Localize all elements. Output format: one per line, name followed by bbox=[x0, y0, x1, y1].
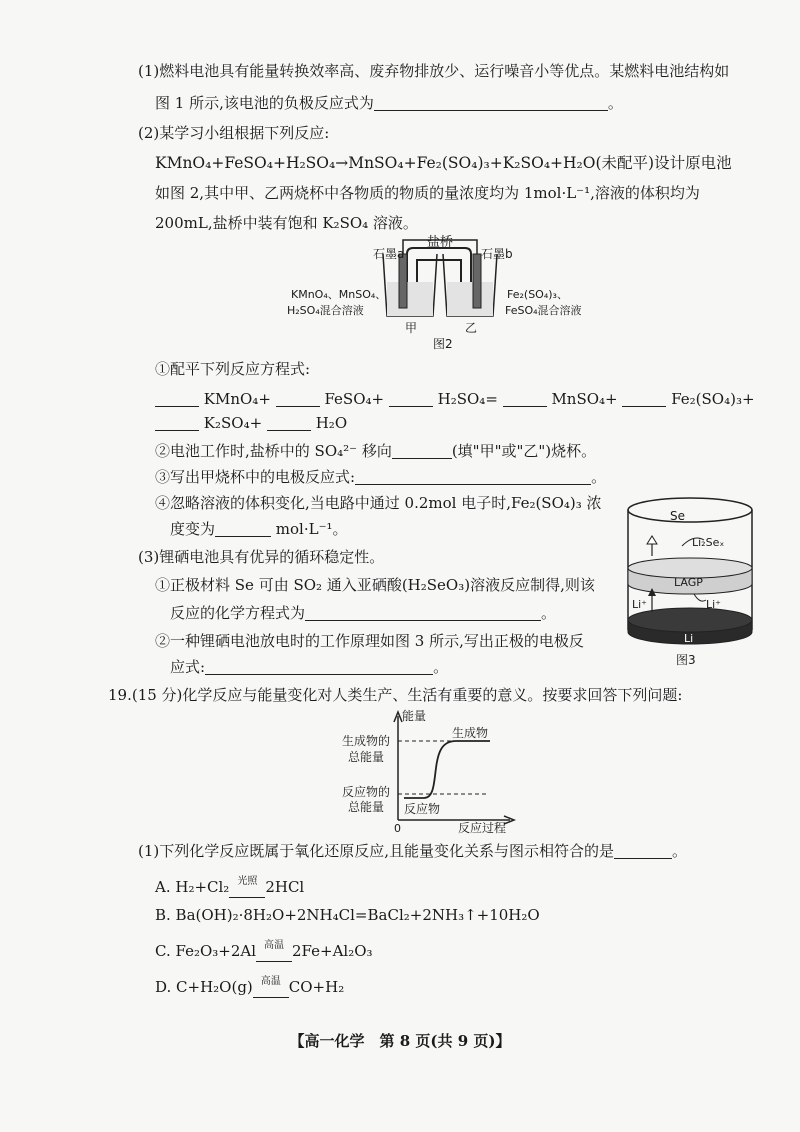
beaker-right-label: 乙 bbox=[465, 321, 478, 335]
reactant-energy-label-1: 反应物的 bbox=[342, 785, 391, 799]
q3-s2-text: 应式: bbox=[170, 658, 206, 676]
lagp-label: LAGP bbox=[674, 576, 703, 589]
term-kmno4: KMnO₄+ bbox=[203, 390, 271, 408]
li-anode-label: Li bbox=[684, 632, 694, 645]
term-k2so4: K₂SO₄+ bbox=[203, 414, 263, 432]
q2-s4-line2 bbox=[170, 518, 348, 540]
answer-blank-s3[interactable] bbox=[355, 468, 591, 485]
option-c-reactants: C. Fe₂O₃+2Al bbox=[155, 942, 257, 960]
coef-mnso4-blank[interactable] bbox=[503, 390, 547, 407]
right-solution-line1: Fe₂(SO₄)₃、 bbox=[507, 288, 568, 301]
q2-s3-text: ③写出甲烧杯中的电极反应式: bbox=[155, 468, 356, 486]
q3-s1-text: 反应的化学方程式为 bbox=[170, 604, 306, 622]
q2-s2-tail: (填"甲"或"乙")烧杯。 bbox=[451, 442, 597, 460]
li-ion-right-label: Li⁺ bbox=[706, 598, 721, 611]
option-d-reactants: D. C+H₂O(g) bbox=[155, 978, 253, 996]
reactant-curve-label: 反应物 bbox=[404, 802, 441, 816]
q1-text: 图 1 所示,该电池的负极反应式为 bbox=[155, 94, 374, 112]
electrode-a-label: 石墨a bbox=[373, 247, 405, 261]
q3-s1-line2 bbox=[170, 602, 556, 624]
figure-2-galvanic-cell bbox=[285, 232, 595, 352]
q3-s2-end: 。 bbox=[433, 658, 449, 676]
salt-bridge-label: 盐桥 bbox=[427, 235, 454, 250]
term-h2o: H₂O bbox=[315, 414, 348, 432]
answer-blank-s2[interactable] bbox=[392, 442, 452, 459]
electrode-b-label: 石墨b bbox=[481, 247, 513, 261]
figure-3-caption: 图3 bbox=[676, 653, 696, 667]
term-feso4: FeSO₄+ bbox=[324, 390, 385, 408]
balance-line1 bbox=[155, 388, 755, 410]
li2sex-label: Li₂Seₓ bbox=[692, 536, 725, 549]
li-ion-left-label: Li⁺ bbox=[632, 598, 647, 611]
option-c[interactable] bbox=[155, 940, 373, 962]
q2-line2: 如图 2,其中甲、乙两烧杯中各物质的物质的量浓度均为 1mol·L⁻¹,溶液的体积均为 bbox=[155, 184, 700, 202]
coef-h2so4-blank[interactable] bbox=[389, 390, 433, 407]
q1-end: 。 bbox=[607, 94, 623, 112]
beaker-left-label: 甲 bbox=[405, 321, 418, 335]
q2-s2-text: ②电池工作时,盐桥中的 SO₄²⁻ 移向 bbox=[155, 442, 392, 460]
option-a-products: 2HCl bbox=[265, 878, 305, 896]
q2-s4-text: 度变为 bbox=[170, 520, 216, 538]
answer-blank-s4[interactable] bbox=[215, 520, 271, 537]
term-h2so4: H₂SO₄= bbox=[437, 390, 498, 408]
coef-fe2so43-blank[interactable] bbox=[622, 390, 666, 407]
option-c-products: 2Fe+Al₂O₃ bbox=[292, 942, 373, 960]
product-energy-label-2: 总能量 bbox=[348, 750, 385, 764]
x-axis-label: 反应过程 bbox=[458, 821, 507, 834]
option-d-arrow bbox=[253, 976, 289, 998]
q3-s2-line1: ②一种锂硒电池放电时的工作原理如图 3 所示,写出正极的电极反 bbox=[155, 632, 584, 650]
option-d-products: CO+H₂ bbox=[288, 978, 345, 996]
option-c-arrow bbox=[256, 940, 292, 962]
product-energy-label-1: 生成物的 bbox=[342, 734, 391, 748]
left-solution-line2: H₂SO₄混合溶液 bbox=[287, 304, 364, 317]
q2-s2 bbox=[155, 440, 596, 462]
right-solution-line2: FeSO₄混合溶液 bbox=[505, 304, 582, 317]
option-a-reactants: A. H₂+Cl₂ bbox=[155, 878, 230, 896]
answer-blank-q1[interactable] bbox=[374, 94, 608, 111]
option-b[interactable]: B. Ba(OH)₂·8H₂O+2NH₄Cl=BaCl₂+2NH₃↑+10H₂O bbox=[155, 906, 540, 924]
q2-s3 bbox=[155, 466, 606, 488]
coef-h2o-blank[interactable] bbox=[267, 414, 311, 431]
q3-intro: (3)锂硒电池具有优异的循环稳定性。 bbox=[138, 548, 385, 566]
q19-p1-end: 。 bbox=[672, 842, 688, 860]
q2-s1: ①配平下列反应方程式: bbox=[155, 360, 311, 378]
figure-2-caption: 图2 bbox=[433, 337, 453, 351]
page-footer: 【高一化学 第 8 页(共 9 页)】 bbox=[289, 1032, 511, 1050]
reactant-energy-label-2: 总能量 bbox=[348, 800, 385, 814]
y-axis-label: 能量 bbox=[402, 709, 427, 723]
term-mnso4: MnSO₄+ bbox=[551, 390, 618, 408]
coef-kmno4-blank[interactable] bbox=[155, 390, 199, 407]
option-a[interactable] bbox=[155, 876, 304, 898]
product-curve-label: 生成物 bbox=[452, 726, 489, 740]
q1-line1: (1)燃料电池具有能量转换效率高、废弃物排放少、运行噪音小等优点。某燃料电池结构如 bbox=[138, 62, 730, 80]
coef-feso4-blank[interactable] bbox=[276, 390, 320, 407]
q2-equation: KMnO₄+FeSO₄+H₂SO₄→MnSO₄+Fe₂(SO₄)₃+K₂SO₄+H₂O(未配平)设计原电池 bbox=[155, 154, 732, 172]
balance-line2 bbox=[155, 412, 347, 434]
origin-label: 0 bbox=[394, 822, 401, 834]
se-label: Se bbox=[670, 509, 685, 523]
q2-s4-unit: mol·L⁻¹。 bbox=[275, 520, 348, 538]
option-c-condition: 高温 bbox=[264, 940, 285, 951]
q2-s4-line1: ④忽略溶液的体积变化,当电路中通过 0.2mol 电子时,Fe₂(SO₄)₃ 浓 bbox=[155, 494, 602, 512]
q3-s1-line1: ①正极材料 Se 可由 SO₂ 通入亚硒酸(H₂SeO₃)溶液反应制得,则该 bbox=[155, 576, 595, 594]
option-a-condition: 光照 bbox=[237, 876, 258, 887]
q19-p1 bbox=[138, 840, 687, 862]
q2-line3: 200mL,盐桥中装有饱和 K₂SO₄ 溶液。 bbox=[155, 214, 418, 232]
term-fe2so43: Fe₂(SO₄)₃+ bbox=[671, 390, 755, 408]
q19-stem: 19.(15 分)化学反应与能量变化对人类生产、生活有重要的意义。按要求回答下列问题: bbox=[108, 686, 683, 704]
answer-blank-q3-2[interactable] bbox=[205, 658, 433, 675]
option-a-arrow bbox=[229, 876, 265, 898]
q1-line2 bbox=[155, 92, 623, 114]
coef-k2so4-blank[interactable] bbox=[155, 414, 199, 431]
energy-diagram bbox=[340, 708, 550, 834]
figure-3-li-se-battery bbox=[612, 494, 772, 672]
q3-s1-end: 。 bbox=[541, 604, 557, 622]
answer-blank-q19-1[interactable] bbox=[614, 842, 672, 859]
left-solution-line1: KMnO₄、MnSO₄、 bbox=[291, 288, 387, 301]
q2-intro: (2)某学习小组根据下列反应: bbox=[138, 124, 330, 142]
q19-p1-text: (1)下列化学反应既属于氧化还原反应,且能量变化关系与图示相符合的是 bbox=[138, 842, 615, 860]
option-d[interactable] bbox=[155, 976, 344, 998]
answer-blank-q3-1[interactable] bbox=[305, 604, 541, 621]
option-d-condition: 高温 bbox=[260, 976, 281, 987]
q2-s3-end: 。 bbox=[591, 468, 607, 486]
q3-s2-line2 bbox=[170, 656, 448, 678]
